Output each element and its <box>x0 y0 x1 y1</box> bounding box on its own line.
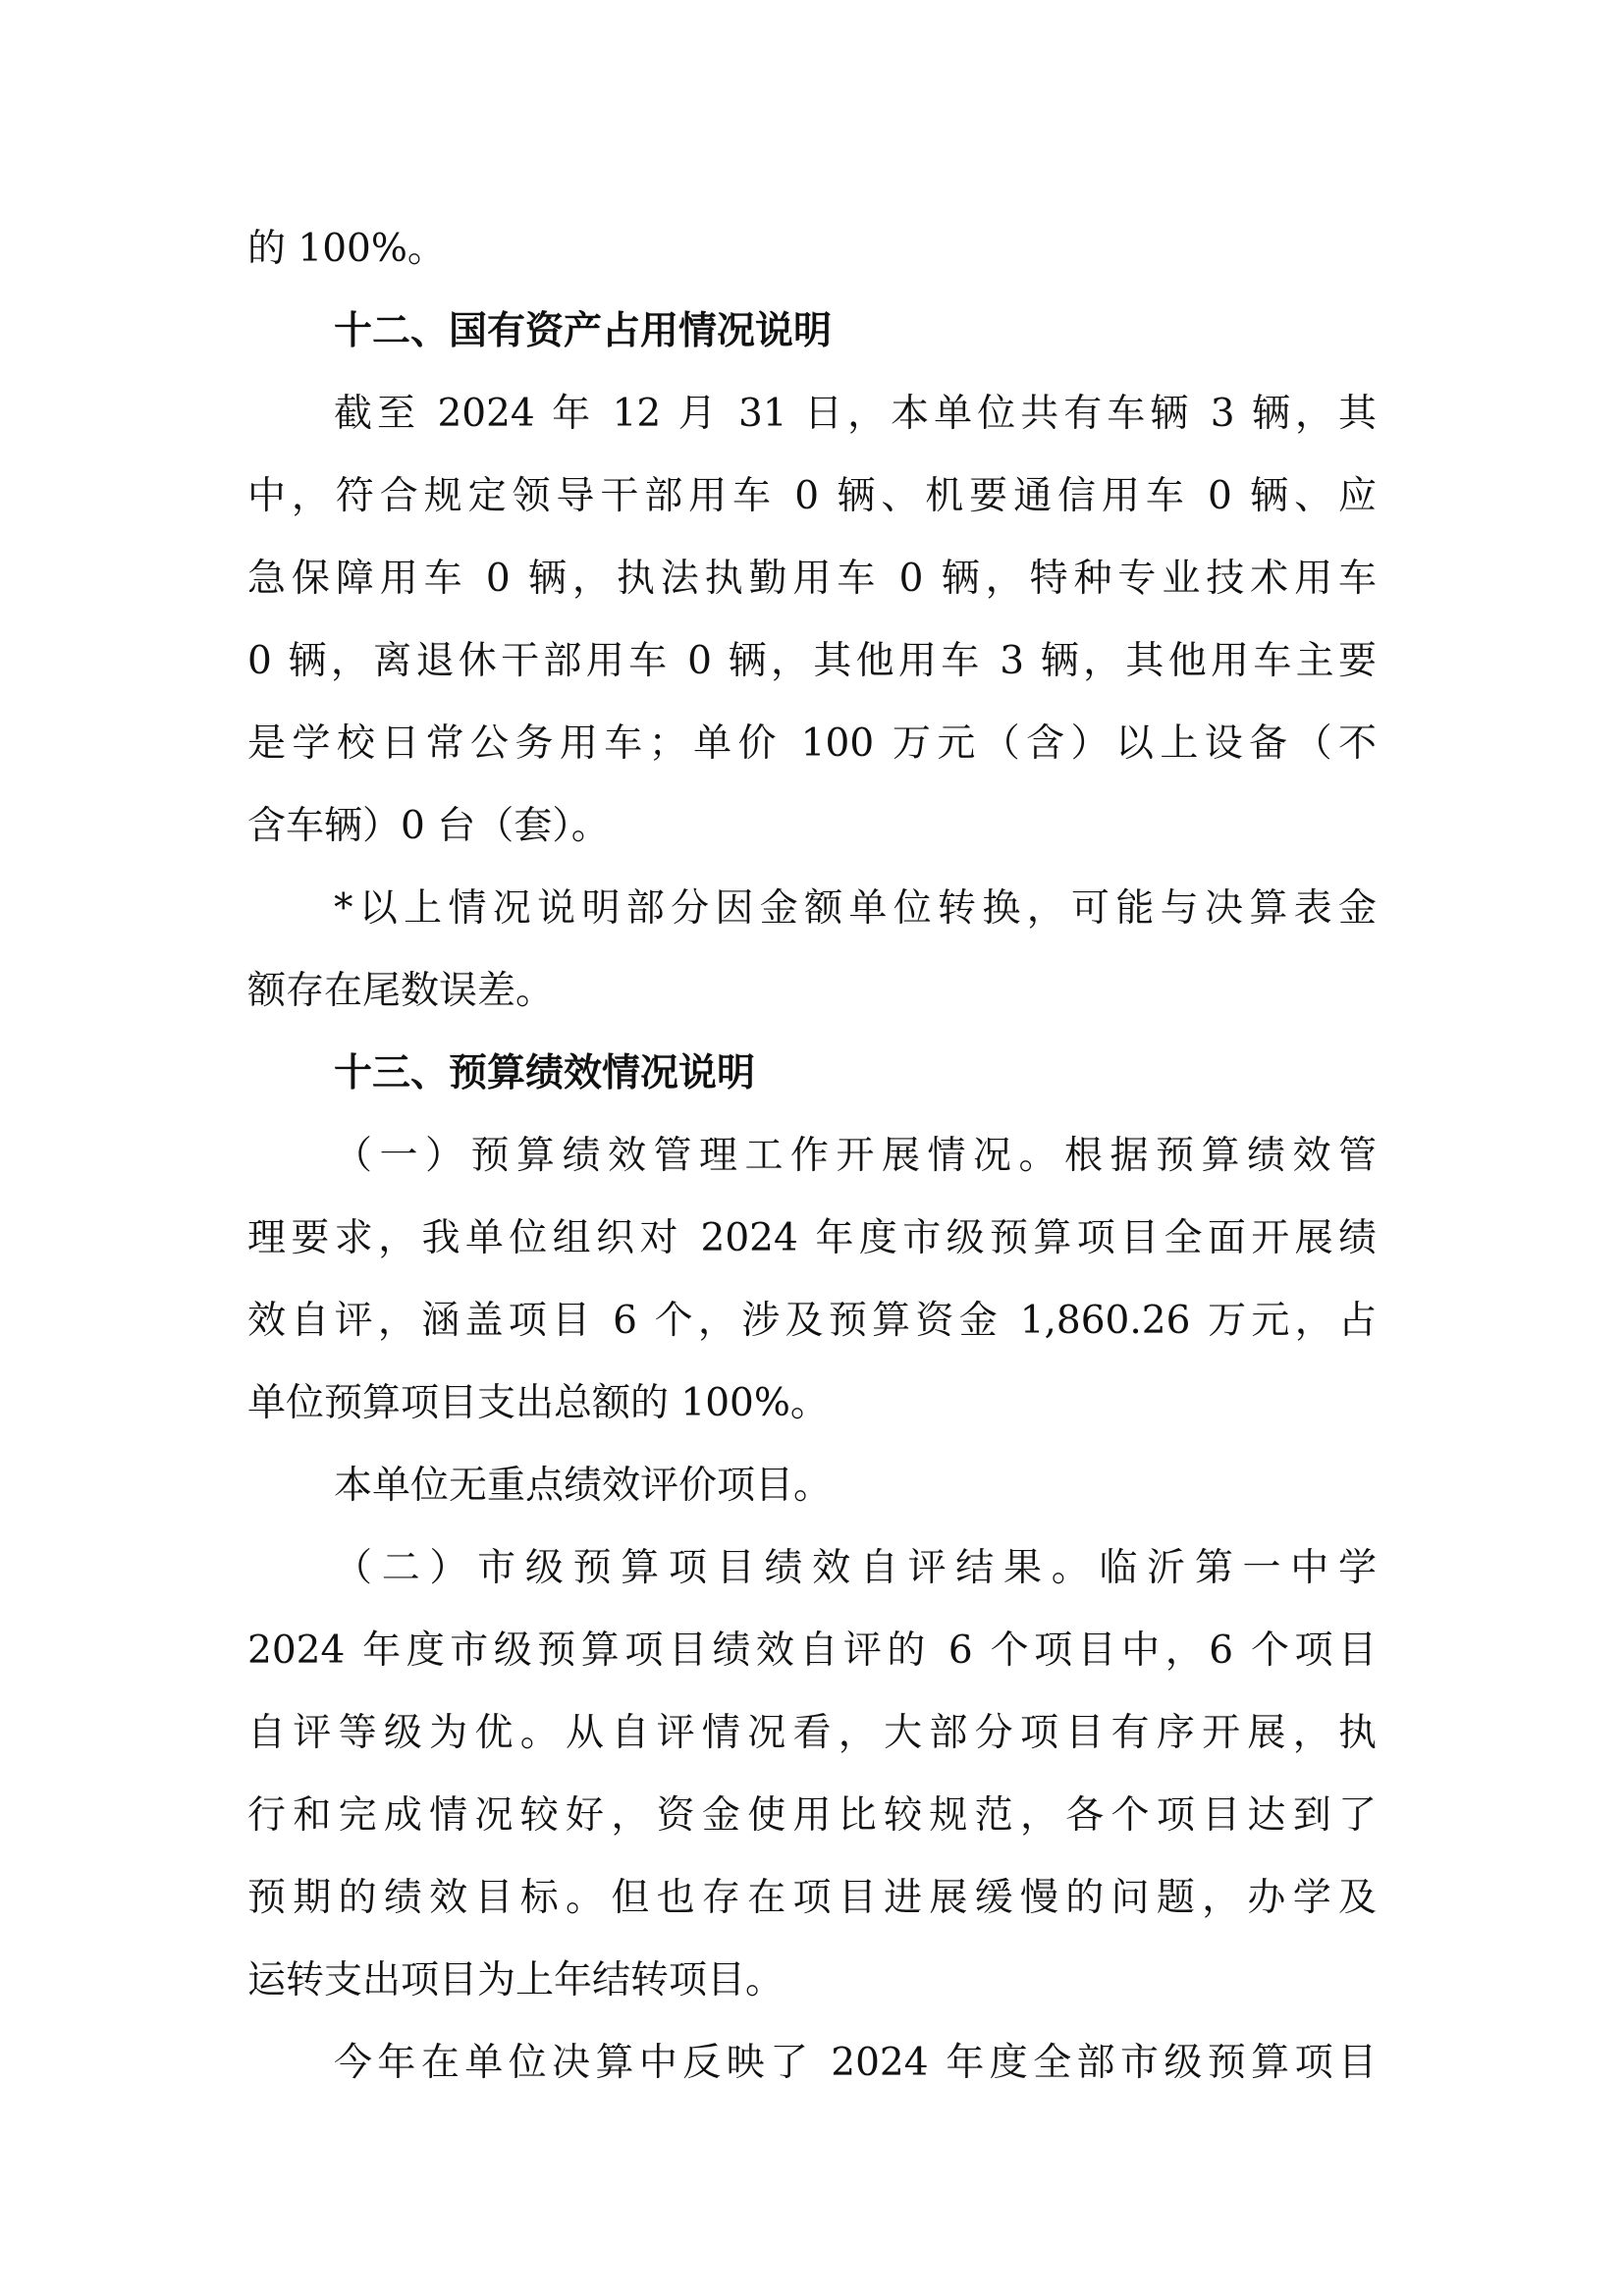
paragraph-line: 急保障用车 0 辆，执法执勤用车 0 辆，特种专业技术用车 <box>247 557 1377 601</box>
paragraph-line: 含车辆）0 台（套）。 <box>247 804 610 848</box>
paragraph-line: 效自评，涵盖项目 6 个，涉及预算资金 1,860.26 万元，占 <box>247 1299 1377 1343</box>
paragraph-line: （二）市级预算项目绩效自评结果。临沂第一中学 <box>334 1546 1377 1590</box>
note-line: *以上情况说明部分因金额单位转换，可能与决算表金 <box>334 886 1377 931</box>
paragraph-line: 预期的绩效目标。但也存在项目进展缓慢的问题，办学及 <box>247 1876 1377 1920</box>
paragraph-line: 的 100%。 <box>247 227 446 271</box>
paragraph-line: 行和完成情况较好，资金使用比较规范，各个项目达到了 <box>247 1793 1377 1838</box>
paragraph-line: 运转支出项目为上年结转项目。 <box>247 1958 785 2002</box>
paragraph-line: 单位预算项目支出总额的 100%。 <box>247 1381 829 1425</box>
paragraph-line: 截至 2024 年 12 月 31 日，本单位共有车辆 3 辆，其 <box>334 392 1377 436</box>
paragraph-line: 是学校日常公务用车；单价 100 万元（含）以上设备（不 <box>247 721 1377 766</box>
paragraph-line: 理要求，我单位组织对 2024 年度市级预算项目全面开展绩 <box>247 1216 1377 1260</box>
paragraph-line: 自评等级为优。从自评情况看，大部分项目有序开展，执 <box>247 1711 1377 1755</box>
section-heading-13: 十三、预算绩效情况说明 <box>334 1051 756 1095</box>
section-heading-12: 十二、国有资产占用情况说明 <box>334 309 833 353</box>
paragraph-line: 本单位无重点绩效评价项目。 <box>334 1464 833 1508</box>
paragraph-line: 2024 年度市级预算项目绩效自评的 6 个项目中，6 个项目 <box>247 1629 1377 1673</box>
paragraph-line: 0 辆，离退休干部用车 0 辆，其他用车 3 辆，其他用车主要 <box>247 639 1377 683</box>
paragraph-line: 今年在单位决算中反映了 2024 年度全部市级预算项目 <box>334 2041 1377 2085</box>
paragraph-line: 中，符合规定领导干部用车 0 辆、机要通信用车 0 辆、应 <box>247 474 1377 518</box>
note-line: 额存在尾数误差。 <box>247 969 555 1013</box>
paragraph-line: （一）预算绩效管理工作开展情况。根据预算绩效管 <box>334 1134 1377 1178</box>
